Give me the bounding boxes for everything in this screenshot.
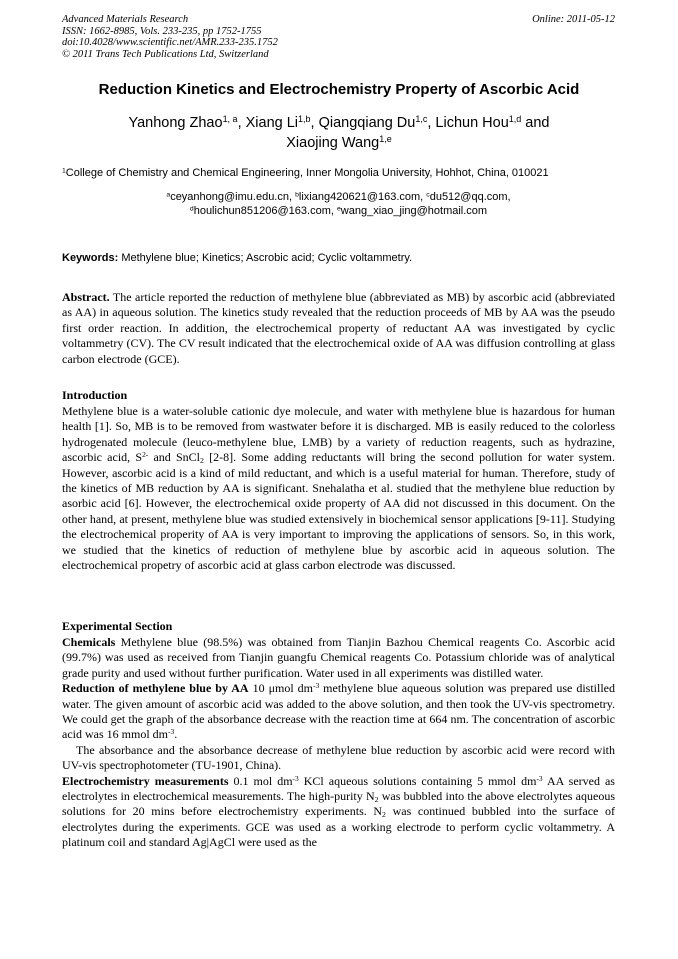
unit-sup: -3 <box>292 773 299 783</box>
author-name: Qiangqiang Du <box>318 115 416 131</box>
sulfide-charge-sup: 2- <box>142 450 149 460</box>
electrochem-text: was continued bubbled into the surface of electrolytes during the experiments. GCE was used as a working electrode to perform cyclic voltammetry. A platinum coil and standard Ag|AgCl were used as the <box>62 804 616 850</box>
electrochem-text: AA served as electrolytes in electrochemical measurements. The high-purity N <box>62 773 615 804</box>
email-sup: b <box>295 191 299 199</box>
n2-subscript: 2 <box>374 795 379 804</box>
issn-line: ISSN: 1662-8985, Vols. 233-235, pp 1752-1755 <box>62 25 262 37</box>
absorbance-paragraph: The absorbance and the absorbance decrease of methylene blue reduction by ascorbic acid were record with UV-vis spectrophotometer (TU-1901, China). <box>62 742 615 773</box>
author-sep: and <box>521 115 550 131</box>
abstract <box>62 290 615 367</box>
email-sup: a <box>166 191 171 199</box>
email-sep: , <box>330 205 337 217</box>
reduction-text: methylene blue aqueous solution was prepared use distilled water. The given amount of ascorbic acid was added to the above solution, and then took the UV-vis spectrometry. We could get the graph of the absorbance decrease with the reaction time at 664 nm. The concentration of ascorbic acid was 16 mmol dm <box>62 681 615 742</box>
email-address[interactable]: du512@qq.com <box>429 191 508 203</box>
electrochem-text: was bubbled into the above electrolytes aqueous solutions for 20 mins before electrochemistry experiments. N <box>62 789 615 819</box>
intro-part2: and SnCl <box>148 450 201 465</box>
electrochem-text: KCl aqueous solutions containing 5 mmol dm <box>298 773 537 788</box>
author-affil-sup: 1,c <box>415 114 428 125</box>
online-date: Online: 2011-05-12 <box>532 14 615 25</box>
electrochem-paragraph <box>62 774 615 851</box>
reduction-text: 10 μmol dm <box>248 681 313 696</box>
email-sep: , <box>420 191 427 203</box>
author-affil-sup: 1, a <box>222 114 238 125</box>
abstract-text: The article reported the reduction of methylene blue (abbreviated as MB) by ascorbic acid (abbreviated as AA) in aqueous solution. The kinetics study revealed that the reduction proceeds of MB by AA was the pseudo first order reaction. In addition, the electrochemical property of reductant AA was investigated by cyclic voltammetry (CV). The CV result indicated that the electrochemical oxide of AA was diffusion controlling at glass carbon electrode (GCE). <box>62 290 615 366</box>
email-address[interactable]: houlichun851206@163.com <box>193 205 331 217</box>
reduction-text: . <box>174 727 178 742</box>
intro-part3: [2-8]. Some adding reductants will bring the second pollution for water system. However, ascorbic acid is a kind of mild reductant, and which is a useful material for human. Therefore, study of the kinetics of MB reduction by AA is significant. Snehalatha et al. studied that the methylene blue reduction by asorbic acid [6]. However, the electrochemical oxide property of AA did not discussed in this document. On the other hand, at present, methylene blue was studied extensively in biochemical sensor applications [9-11]. Studying the electrochemical properity of AA is very important to improving the applications of sensors. So, in this work, we studied that the kinetics of reduction of methylene blue by ascorbic acid in aqueous solution. The electrochemical propetry of ascorbic acid at glass carbon electrode was discussed. <box>62 450 616 573</box>
abstract-label: Abstract. <box>62 290 110 304</box>
affiliation-text: College of Chemistry and Chemical Engineering, Inner Mongolia University, Hohhot, China, 010021 <box>65 167 549 179</box>
affiliation <box>62 166 622 180</box>
email-address[interactable]: ceyanhong@imu.edu.cn <box>170 191 289 203</box>
experimental-heading: Experimental Section <box>62 619 173 633</box>
author-name: Xiang Li <box>245 115 299 131</box>
email-sep: , <box>507 191 511 203</box>
paper-title: Reduction Kinetics and Electrochemistry Property of Ascorbic Acid <box>98 81 580 98</box>
email-sup: d <box>189 205 194 213</box>
experimental-body <box>62 635 615 851</box>
author-name: Lichun Hou <box>435 115 509 131</box>
chemicals-label: Chemicals <box>62 635 116 649</box>
reduction-paragraph <box>62 681 615 743</box>
electrochem-text: 0.1 mol dm <box>228 773 293 788</box>
keywords-label: Keywords: <box>62 252 119 264</box>
keywords <box>62 251 615 265</box>
unit-sup: -3 <box>167 727 175 737</box>
affiliation-sup: 1 <box>62 167 66 175</box>
email-list <box>62 190 615 218</box>
n2-subscript: 2 <box>382 810 386 820</box>
copyright-line: © 2011 Trans Tech Publications Ltd, Switzerland <box>62 48 269 60</box>
author-name: Yanhong Zhao <box>128 115 223 131</box>
author-affil-sup: 1,e <box>379 134 392 145</box>
unit-sup: -3 <box>312 681 320 691</box>
author-sep: , <box>427 115 436 131</box>
electrochem-label: Electrochemistry measurements <box>62 773 229 788</box>
reduction-label: Reduction of methylene blue by AA <box>62 681 249 696</box>
email-sup: e <box>336 205 341 213</box>
email-address[interactable]: lixiang420621@163.com <box>298 191 421 203</box>
author-affil-sup: 1,b <box>298 114 311 125</box>
chemicals-paragraph <box>62 635 615 681</box>
author-sep: , <box>310 115 319 131</box>
intro-part1: Methylene blue is a water-soluble cationic dye molecule, and water with methylene blue is hazardous for human health [1]. So, MB is to be removed from wastwater before it is discharged. MB is easily reduced to the colorless hydrogenated molecule (leuco-methylene blue, LMB) by a variety of reduction reagents, such as hydrazine, ascorbic acid, S <box>62 404 615 465</box>
chemicals-text: Methylene blue (98.5%) was obtained from Tianjin Bazhou Chemical reagents Co. Ascorbic acid (99.7%) was used as received from Tianjin guangfu Chemical reagents Co. Potassium chloride was of analytical grade purity and used without further purification. Water used in all experiments was distilled water. <box>62 635 615 680</box>
unit-sup: -3 <box>536 773 543 783</box>
author-sep: , <box>237 115 246 131</box>
introduction-heading: Introduction <box>62 388 128 402</box>
introduction-body <box>62 404 615 573</box>
author-list <box>70 113 608 153</box>
author-affil-sup: 1,d <box>508 114 522 125</box>
sncl-subscript: 2 <box>200 456 204 466</box>
email-sep: , <box>289 191 296 203</box>
journal-header <box>62 14 278 60</box>
email-sup: c <box>426 191 430 199</box>
keywords-text: Methylene blue; Kinetics; Ascrobic acid; Cyclic voltammetry. <box>121 252 413 264</box>
author-name: Xiaojing Wang <box>286 135 380 151</box>
doi-line: doi:10.4028/www.scientific.net/AMR.233-235.1752 <box>62 37 278 48</box>
journal-name: Advanced Materials Research <box>62 14 189 25</box>
email-address[interactable]: wang_xiao_jing@hotmail.com <box>340 205 488 217</box>
